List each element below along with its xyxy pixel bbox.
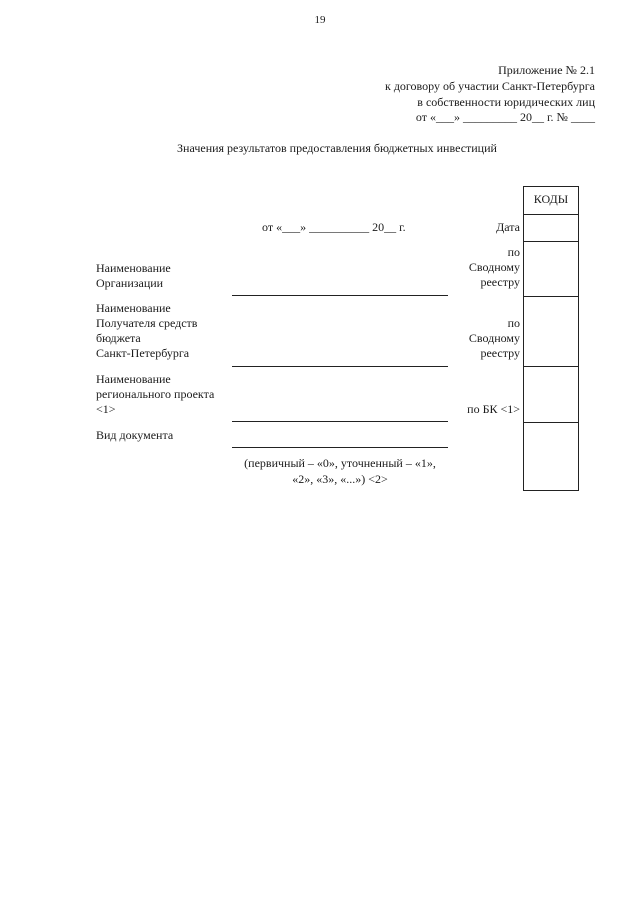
codes-header: КОДЫ [533, 192, 569, 206]
project-underline [232, 421, 448, 422]
doc-type-underline [232, 447, 448, 448]
organization-label: Наименование Организации [96, 261, 171, 290]
page-number: 19 [314, 14, 326, 26]
svodny-label-1: по Сводному реестру [468, 245, 520, 289]
project-label: Наименование регионального проекта <1> [96, 372, 215, 416]
codes-cell-bk [524, 366, 578, 367]
header-line-1: Приложение № 2.1 [498, 63, 595, 77]
svodny-label-2: по Сводному реестру [468, 316, 520, 360]
header-line-3: в собственности юридических лиц [417, 95, 595, 109]
document-title: Значения результатов предоставления бюджетных инвестиций [177, 141, 497, 155]
date-label: Дата [496, 220, 520, 234]
codes-cell-svodny-1 [524, 241, 578, 242]
codes-cell-svodny-2 [524, 296, 578, 297]
header-line-4: от «___» _________ 20__ г. № ____ [415, 110, 595, 124]
doc-type-hint: (первичный – «0», уточненный – «1», «2», «3», «...») <2> [244, 456, 436, 486]
codes-cell-doc-type [524, 422, 578, 423]
recipient-underline [232, 366, 448, 367]
doc-type-label: Вид документа [96, 428, 174, 442]
header-line-2: к договору об участии Санкт-Петербурга [385, 79, 595, 93]
recipient-label: Наименование Получателя средств бюджета Санкт-Петербурга [96, 301, 198, 360]
codes-cell-date [524, 214, 578, 215]
organization-underline [232, 295, 448, 296]
codes-table [523, 186, 579, 491]
date-line: от «___» __________ 20__ г. [262, 220, 406, 234]
bk-label: по БК <1> [467, 402, 520, 416]
